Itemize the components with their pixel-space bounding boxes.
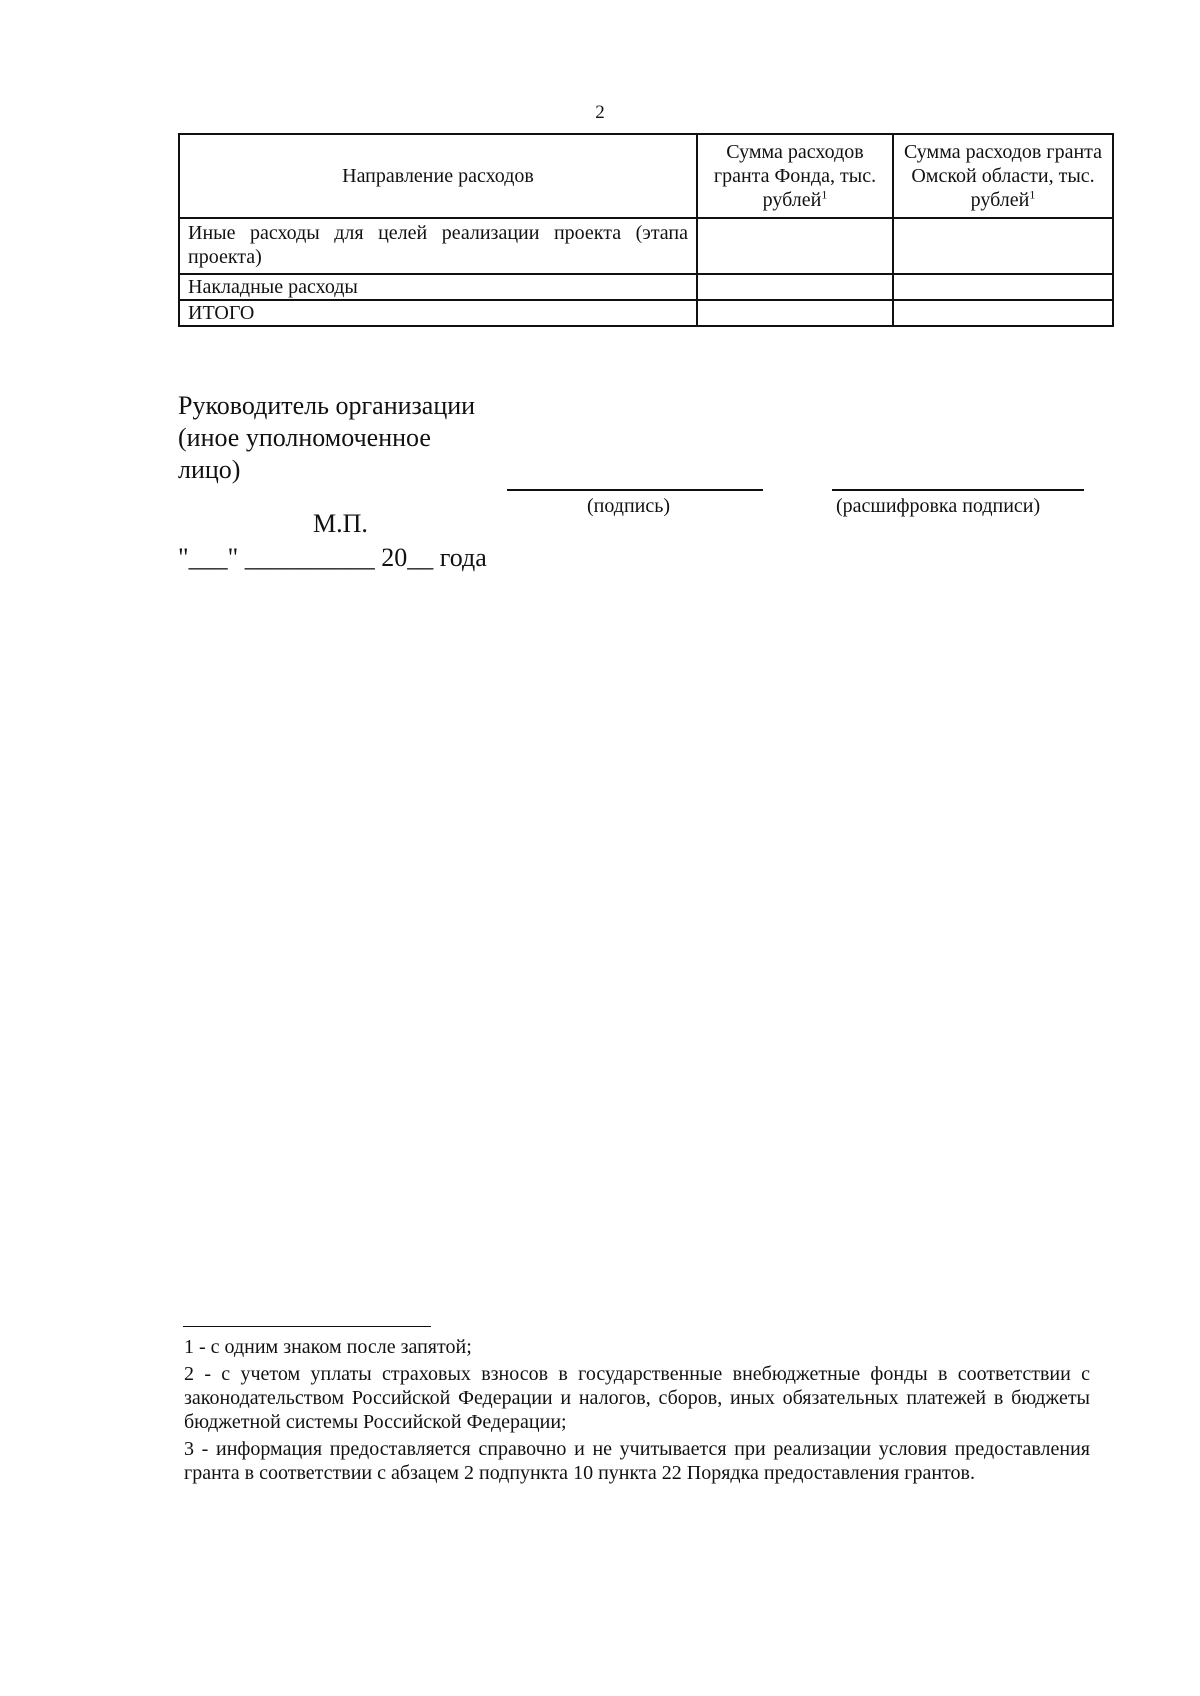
row-fund-sum <box>697 300 893 326</box>
date-line: "___" __________ 20__ года <box>178 543 487 572</box>
footnote-divider <box>183 1326 431 1327</box>
signatory-role-line: лицо) <box>178 455 241 484</box>
row-direction: Иные расходы для целей реализации проекта (этапа проекта) <box>179 218 697 274</box>
page-number: 2 <box>595 102 605 123</box>
header-omsk-sum-footnote-mark: 1 <box>1029 187 1036 202</box>
signatory-role-line: (иное уполномоченное <box>178 423 431 452</box>
table-row <box>179 274 1113 300</box>
footnotes <box>184 1335 1090 1488</box>
row-fund-sum <box>697 274 893 300</box>
row-omsk-sum <box>893 300 1113 326</box>
header-fund-sum-label: Сумма расходов гранта Фонда, тыс. рублей <box>713 141 877 211</box>
footnote: 1 - с одним знаком после запятой; <box>184 1336 472 1358</box>
header-fund-sum-footnote-mark: 1 <box>821 187 828 202</box>
signature-line <box>507 489 763 491</box>
row-direction: ИТОГО <box>179 300 697 326</box>
row-direction: Накладные расходы <box>179 274 697 300</box>
table-row-total <box>179 300 1113 326</box>
row-omsk-sum <box>893 218 1113 274</box>
row-fund-sum <box>697 218 893 274</box>
footnote: 3 - информация предоставляется справочно и не учитывается при реализации условия предоставления гранта в соответствии с абзацем 2 подпункта 10 пункта 22 Порядка предоставления грантов. <box>184 1438 1090 1484</box>
signature-decoding-caption: (расшифровка подписи) <box>836 495 1041 517</box>
header-omsk-sum-label: Сумма расходов гранта Омской области, тыс. рублей <box>903 141 1103 211</box>
header-fund-sum <box>697 134 893 218</box>
header-direction <box>179 134 697 218</box>
signatory-role-line: Руководитель организации <box>178 391 476 420</box>
header-omsk-sum <box>893 134 1113 218</box>
table-header-row <box>179 134 1113 218</box>
signatory-role <box>178 390 475 486</box>
expense-table <box>178 133 1114 327</box>
stamp-place-label: М.П. <box>313 509 368 538</box>
row-omsk-sum <box>893 274 1113 300</box>
signature-decoding-line <box>832 489 1084 491</box>
footnote: 2 - с учетом уплаты страховых взносов в государственные внебюджетные фонды в соответствии с законодательством Российской Федерации и налогов, сборов, иных обязательных платежей в бюджеты бюджетной системы Российской Федерации; <box>184 1363 1090 1433</box>
signature-caption: (подпись) <box>587 495 671 517</box>
table-row <box>179 218 1113 274</box>
header-direction-label: Направление расходов <box>342 165 534 187</box>
